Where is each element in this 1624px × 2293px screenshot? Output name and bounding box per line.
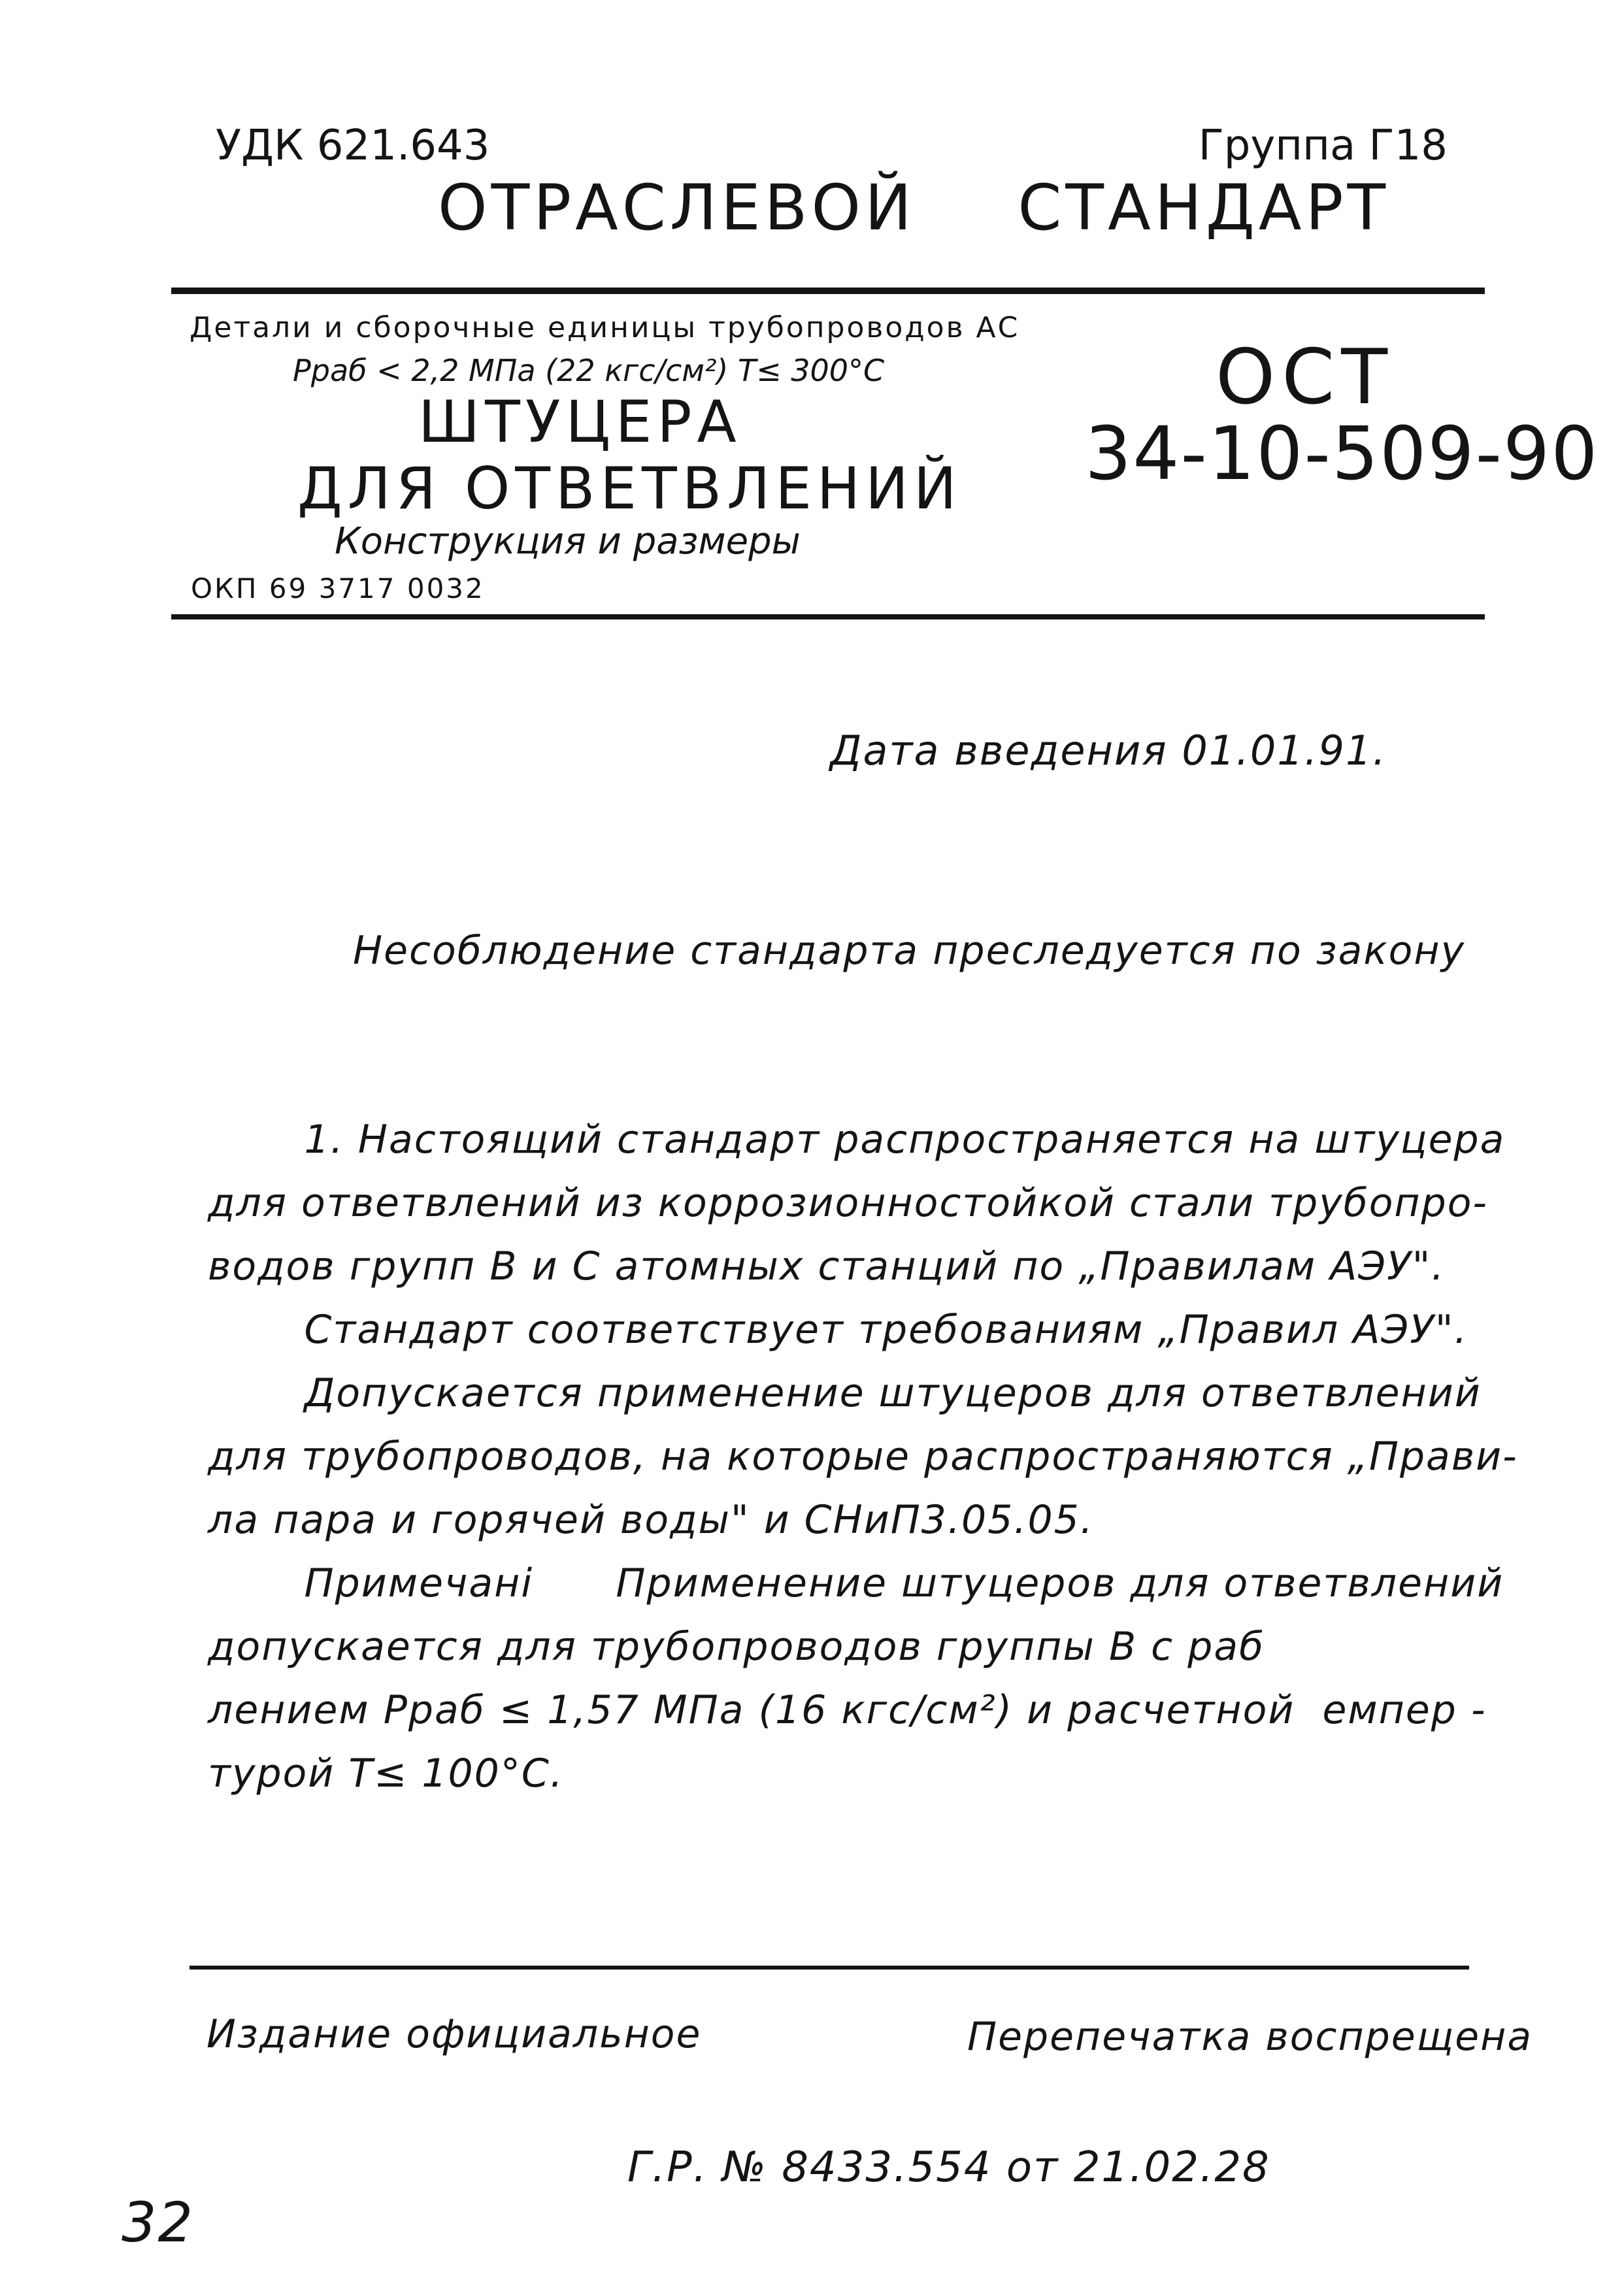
body-line: допускается для трубопроводов группы В с раб — [208, 1624, 1265, 1670]
document-title-line-2: ДЛЯ ОТВЕТВЛЕНИЙ — [297, 455, 962, 522]
group-code: Группа Г18 — [1198, 122, 1448, 170]
operating-conditions: Рраб < 2,2 МПа (22 кгс/см²) Т≤ 300°С — [293, 353, 885, 388]
body-line: для трубопроводов, на которые распространяются „Прави- — [208, 1434, 1518, 1479]
body-line: ла пара и горячей воды" и СНиП3.05.05. — [208, 1497, 1094, 1543]
body-line: Примечані Применение штуцеров для ответвлений — [208, 1560, 1504, 1606]
registration-number: Г.Р. № 8433.554 от 21.02.28 — [627, 2143, 1270, 2192]
body-line: Стандарт соответствует требованиям „Правил АЭУ". — [208, 1307, 1468, 1353]
document-subtitle: Конструкция и размеры — [335, 520, 801, 563]
subject-line: Детали и сборочные единицы трубопроводов АС — [190, 311, 1020, 344]
body-line: лением Рраб ≤ 1,57 МПа (16 кгс/см²) и расчетной емпер - — [208, 1687, 1487, 1733]
title-block-divider — [171, 614, 1485, 619]
ost-label: ОСТ — [1216, 333, 1395, 421]
udk-code: УДК 621.643 — [216, 122, 490, 170]
page-number: 32 — [122, 2190, 194, 2254]
okp-code: ОКП 69 3717 0032 — [191, 572, 485, 604]
legal-warning: Несоблюдение стандарта преследуется по закону — [353, 928, 1466, 974]
standard-type-heading: ОТРАСЛЕВОЙ СТАНДАРТ — [438, 171, 1390, 244]
body-line: Допускается применение штуцеров для ответвлений — [208, 1370, 1482, 1416]
body-line: для ответвлений из коррозионностойкой стали трубопро- — [208, 1180, 1489, 1226]
body-line: водов групп В и С атомных станций по „Правилам АЭУ". — [208, 1244, 1446, 1289]
introduction-date: Дата введения 01.01.91. — [830, 727, 1387, 774]
body-line: турой Т≤ 100°С. — [208, 1751, 564, 1796]
footer-divider — [190, 1966, 1469, 1970]
top-divider — [171, 288, 1485, 294]
edition-note: Издание официальное — [207, 2011, 702, 2057]
ost-number: 34-10-509-90 — [1085, 412, 1599, 497]
body-line: 1. Настоящий стандарт распространяется на штуцера — [208, 1117, 1506, 1163]
document-title-line-1: ШТУЦЕРА — [418, 388, 742, 455]
scope-section — [208, 1108, 1518, 1806]
reprint-note: Перепечатка воспрещена — [967, 2014, 1533, 2060]
